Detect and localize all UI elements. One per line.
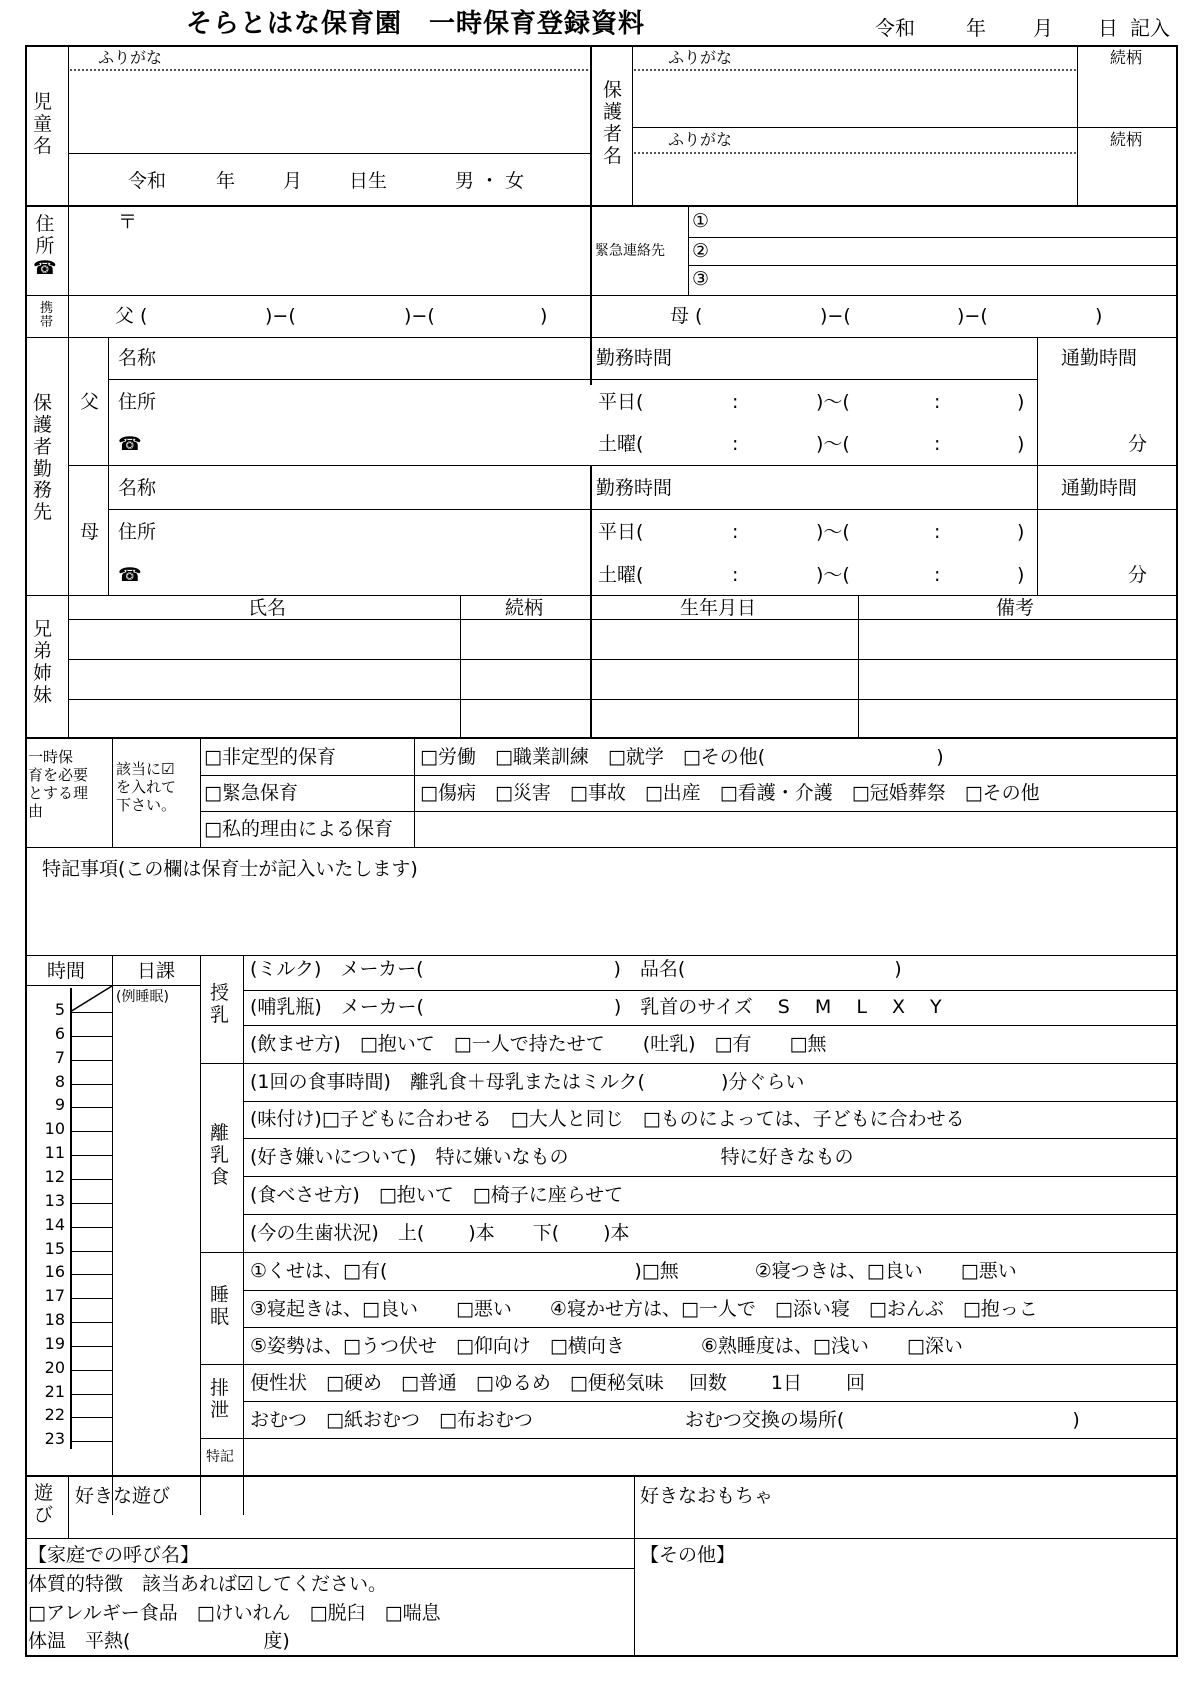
body-temperature: 体温 平熱( 度)	[28, 1630, 290, 1652]
frame-right	[1176, 45, 1178, 1656]
mother-weekday-close: )	[1017, 521, 1025, 543]
reason-options-emergency[interactable]: □傷病 □災害 □事故 □出産 □看護・介護 □冠婚葬祭 □その他	[420, 782, 1040, 804]
hour-label: 18	[44, 1310, 65, 1330]
guardian2-relation-label: 続柄	[1110, 130, 1143, 149]
mother-mobile-sep1: )−(	[820, 305, 851, 327]
excretion-stool[interactable]: 便性状 □硬め □普通 □ゆるめ □便秘気味 回数 1日 回	[250, 1372, 866, 1394]
hour-label: 23	[44, 1429, 65, 1449]
guardian-name-label: 保 護 者 名	[603, 79, 623, 167]
reason-instruction: 該当に☑ を入れて 下さい。	[116, 760, 177, 814]
father-weekday-colon1: :	[732, 391, 739, 413]
sleep-label: 睡 眠	[210, 1284, 230, 1328]
mother-work-address-label: 住所	[118, 521, 157, 543]
hour-label: 7	[54, 1047, 65, 1067]
reason-label: 一時保 育を必要 とする理 由	[28, 748, 89, 820]
reason-type-private[interactable]: □私的理由による保育	[204, 818, 393, 840]
hour-label: 8	[54, 1071, 65, 1091]
reason-type-nonstandard[interactable]: □非定型的保育	[204, 746, 336, 768]
father-commute-minutes: 分	[1128, 433, 1148, 455]
gender-choice: 男 ・ 女	[455, 170, 525, 192]
hour-label: 15	[44, 1238, 65, 1258]
mother-saturday-colon2: :	[934, 564, 941, 586]
workplace-label: 保 護 者 勤 務 先	[33, 392, 53, 524]
header-date-month: 月	[1033, 16, 1053, 40]
mother-weekday-label: 平日(	[598, 521, 644, 543]
schedule-special-label: 特記	[206, 1449, 234, 1465]
guardian2-furigana-label: ふりがな	[668, 130, 733, 149]
constitution-options[interactable]: □アレルギー食品 □けいれん □脱臼 □喘息	[28, 1602, 441, 1624]
other-label: 【その他】	[640, 1544, 736, 1566]
hour-tick	[70, 1417, 112, 1418]
schedule-routine-example: (例睡眠)	[116, 989, 169, 1005]
father-weekday-colon2: :	[934, 391, 941, 413]
hour-tick	[70, 1060, 112, 1061]
hour-label: 12	[44, 1166, 65, 1186]
mother-weekday-colon1: :	[732, 521, 739, 543]
feeding-method[interactable]: (飲ませ方) □抱いて □一人で持たせて (吐乳) □有 □無	[250, 1033, 827, 1055]
form-title: そらとはな保育園 一時保育登録資料	[186, 9, 646, 39]
frame-bottom	[25, 1655, 1178, 1657]
father-mobile-sep1: )−(	[265, 305, 296, 327]
sleep-posture[interactable]: ⑤姿勢は、□うつ伏せ □仰向け □横向き ⑥熟睡度は、□浅い □深い	[250, 1335, 963, 1357]
hour-tick	[70, 1227, 112, 1228]
hour-tick	[70, 1298, 112, 1299]
hour-tick	[70, 1131, 112, 1132]
hour-tick	[70, 1155, 112, 1156]
birth-month: 月	[283, 170, 303, 192]
siblings-label: 兄 弟 姉 妹	[33, 618, 53, 706]
hour-label: 11	[44, 1143, 65, 1163]
father-work-name-label: 名称	[118, 347, 157, 369]
mother-saturday-close: )	[1017, 564, 1025, 586]
header-date-year: 年	[966, 16, 986, 40]
father-weekday-tilde: )〜(	[816, 391, 850, 413]
hour-label: 20	[44, 1357, 65, 1377]
hour-label: 17	[44, 1286, 65, 1306]
father-mobile-sep2: )−(	[404, 305, 435, 327]
hour-tick	[70, 1179, 112, 1180]
siblings-header-relation: 続柄	[505, 597, 544, 619]
child-name-label: 児 童 名	[33, 91, 53, 157]
weaning-likes-dislikes: (好き嫌いについて) 特に嫌いなもの 特に好きなもの	[250, 1146, 854, 1168]
emergency-contact-2: ②	[692, 240, 710, 262]
mother-work-name-label: 名称	[118, 477, 157, 499]
mother-work-phone-icon: ☎	[118, 564, 142, 586]
header-date-note: 記入	[1130, 16, 1170, 40]
mother-weekday-colon2: :	[934, 521, 941, 543]
hour-tick	[70, 1251, 112, 1252]
hour-tick	[70, 1346, 112, 1347]
favorite-play-label: 好きな遊び	[75, 1485, 171, 1507]
schedule-routine-header: 日課	[137, 960, 176, 982]
mother-saturday-label: 土曜(	[598, 564, 644, 586]
siblings-header-birthdate: 生年月日	[680, 597, 757, 619]
mother-weekday-tilde: )〜(	[816, 521, 850, 543]
father-saturday-tilde: )〜(	[816, 433, 850, 455]
hour-label: 6	[54, 1023, 65, 1043]
birth-day: 日生	[349, 170, 388, 192]
father-saturday-close: )	[1017, 433, 1025, 455]
hour-label: 9	[54, 1095, 65, 1115]
mobile-label: 携 帯	[40, 301, 54, 330]
phone-icon: ☎	[33, 256, 57, 279]
excretion-label: 排 泄	[210, 1377, 230, 1421]
hour-label: 19	[44, 1333, 65, 1353]
mother-mobile-sep2: )−(	[957, 305, 988, 327]
weaning-seasoning[interactable]: (味付け)□子どもに合わせる □大人と同じ □ものによっては、子どもに合わせる	[250, 1108, 965, 1130]
siblings-header-remarks: 備考	[996, 597, 1035, 619]
header-date-era: 令和	[875, 16, 915, 40]
workplace-mother-label: 母	[80, 521, 100, 543]
hour-label: 13	[44, 1190, 65, 1210]
siblings-header-name: 氏名	[248, 597, 287, 619]
emergency-contact-3: ③	[692, 268, 710, 290]
reason-type-emergency[interactable]: □緊急保育	[204, 782, 298, 804]
timeline-axis	[70, 988, 72, 1449]
hour-tick	[70, 1203, 112, 1204]
hour-tick	[70, 1370, 112, 1371]
feeding-label: 授 乳	[210, 982, 230, 1026]
play-label: 遊 び	[34, 1482, 54, 1526]
father-work-phone-icon: ☎	[118, 433, 142, 455]
workplace-father-label: 父	[80, 391, 100, 413]
constitution-label: 体質的特徴 該当あれば☑してください。	[28, 1573, 388, 1595]
father-mobile-close: )	[540, 305, 548, 327]
reason-options-nonstandard[interactable]: □労働 □職業訓練 □就学 □その他( )	[420, 746, 944, 768]
father-mobile-label: 父 (	[115, 305, 148, 327]
hour-tick	[70, 1394, 112, 1395]
schedule-time-header: 時間	[47, 960, 86, 982]
hour-tick	[70, 1084, 112, 1085]
father-saturday-colon1: :	[732, 433, 739, 455]
hour-label: 5	[54, 1000, 65, 1019]
header-date-day: 日	[1098, 16, 1118, 40]
mother-saturday-colon1: :	[732, 564, 739, 586]
mother-commute-label: 通勤時間	[1061, 477, 1138, 499]
home-nickname-label: 【家庭での呼び名】	[28, 1544, 200, 1566]
mother-commute-minutes: 分	[1128, 564, 1148, 586]
frame-top	[25, 45, 1178, 47]
weaning-feeding-method[interactable]: (食べさせ方) □抱いて □椅子に座らせて	[250, 1184, 624, 1206]
hour-label: 14	[44, 1214, 65, 1234]
hour-label: 10	[44, 1119, 65, 1139]
hour-tick	[70, 1322, 112, 1323]
sleep-waking[interactable]: ③寝起きは、□良い □悪い ④寝かせ方は、□一人で □添い寝 □おんぶ □抱っこ	[250, 1298, 1038, 1320]
hour-label: 22	[44, 1405, 65, 1425]
guardian1-furigana-label: ふりがな	[668, 48, 733, 67]
father-commute-label: 通勤時間	[1061, 347, 1138, 369]
special-notes-label: 特記事項(この欄は保育士が記入いたします)	[42, 858, 418, 880]
hour-tick	[70, 1274, 112, 1275]
hour-label: 21	[44, 1381, 65, 1401]
feeding-bottle: (哺乳瓶) メーカー( ) 乳首のサイズ S M L X Y	[250, 996, 942, 1018]
postal-mark: 〒	[118, 211, 138, 233]
father-weekday-label: 平日(	[598, 391, 644, 413]
mother-mobile-label: 母 (	[670, 305, 703, 327]
birth-year: 年	[216, 170, 236, 192]
birth-era: 令和	[128, 170, 167, 192]
mother-saturday-tilde: )〜(	[816, 564, 850, 586]
father-weekday-close: )	[1017, 391, 1025, 413]
father-work-address-label: 住所	[118, 391, 157, 413]
hour-tick	[70, 1107, 112, 1108]
emergency-contact-label: 緊急連絡先	[595, 243, 665, 259]
guardian1-relation-label: 続柄	[1110, 48, 1143, 67]
hour-tick	[70, 1036, 112, 1037]
father-saturday-label: 土曜(	[598, 433, 644, 455]
sleep-habits[interactable]: ①くせは、□有( )□無 ②寝つきは、□良い □悪い	[250, 1260, 1017, 1282]
hour-tick	[70, 1441, 112, 1442]
favorite-toy-label: 好きなおもちゃ	[640, 1485, 774, 1507]
emergency-contact-1: ①	[692, 210, 710, 232]
excretion-diaper[interactable]: おむつ □紙おむつ □布おむつ おむつ交換の場所( )	[250, 1409, 1080, 1431]
father-work-hours-label: 勤務時間	[596, 347, 673, 369]
weaning-teeth: (今の生歯状況) 上( )本 下( )本	[250, 1222, 630, 1244]
mother-work-hours-label: 勤務時間	[596, 477, 673, 499]
father-saturday-colon2: :	[934, 433, 941, 455]
child-furigana-label: ふりがな	[98, 48, 163, 67]
address-label: 住 所 ☎	[33, 213, 57, 279]
hour-tick	[70, 1012, 112, 1013]
hour-timeline	[25, 0, 115, 1697]
weaning-meal-time: (1回の食事時間) 離乳食＋母乳またはミルク( )分ぐらい	[250, 1071, 805, 1093]
feeding-milk: (ミルク) メーカー( ) 品名( )	[250, 958, 902, 980]
hour-label: 16	[44, 1262, 65, 1282]
mother-mobile-close: )	[1095, 305, 1103, 327]
weaning-label: 離 乳 食	[210, 1122, 230, 1188]
